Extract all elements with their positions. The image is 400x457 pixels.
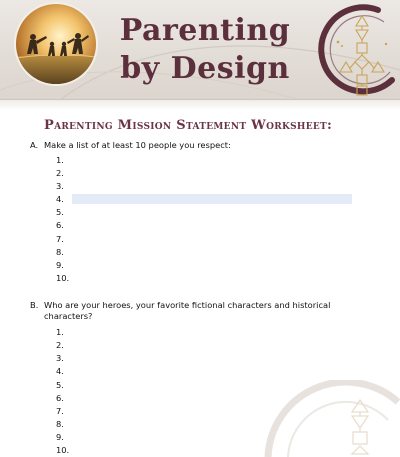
header-banner [0,0,400,100]
question-a-prompt: Make a list of at least 10 people you respect: [44,140,231,150]
bodygraph-watermark-icon [248,380,400,457]
banner-shadow [0,100,400,110]
list-item-a-9[interactable]: 9. [56,260,64,270]
list-item-b-1[interactable]: 1. [56,327,64,337]
bodygraph-logo-icon [308,2,400,98]
list-item-a-8[interactable]: 8. [56,247,64,257]
list-item-a-3[interactable]: 3. [56,181,64,191]
list-item-b-8[interactable]: 8. [56,419,64,429]
question-a-letter: A. [30,140,39,150]
list-item-a-6[interactable]: 6. [56,220,64,230]
list-item-a-7[interactable]: 7. [56,234,64,244]
question-b-letter: B. [30,300,39,310]
list-item-b-4[interactable]: 4. [56,366,64,376]
list-item-a-2[interactable]: 2. [56,168,64,178]
list-item-a-5[interactable]: 5. [56,207,64,217]
list-item-b-10[interactable]: 10. [56,445,70,455]
list-item-b-2[interactable]: 2. [56,340,64,350]
question-b-prompt-line-1: Who are your heroes, your favorite fictional characters and historical [44,300,331,310]
list-item-a-10[interactable]: 10. [56,273,70,283]
question-b-prompt-line-2: characters? [44,311,93,321]
family-running-sunset-photo-icon [16,4,96,84]
list-item-b-6[interactable]: 6. [56,393,64,403]
list-item-b-7[interactable]: 7. [56,406,64,416]
brand-title [100,12,310,88]
list-item-b-9[interactable]: 9. [56,432,64,442]
answer-field-a-4-highlight[interactable] [72,194,352,204]
brand-title-line-1: Parenting [119,13,291,48]
list-item-a-4[interactable]: 4. [56,194,64,204]
family-photo [16,4,96,84]
list-item-b-3[interactable]: 3. [56,353,64,363]
brand-title-line-2: by Design [120,51,290,86]
worksheet-heading: Parenting Mission Statement Worksheet: [44,118,333,133]
list-item-a-1[interactable]: 1. [56,155,64,165]
list-item-b-5[interactable]: 5. [56,380,64,390]
